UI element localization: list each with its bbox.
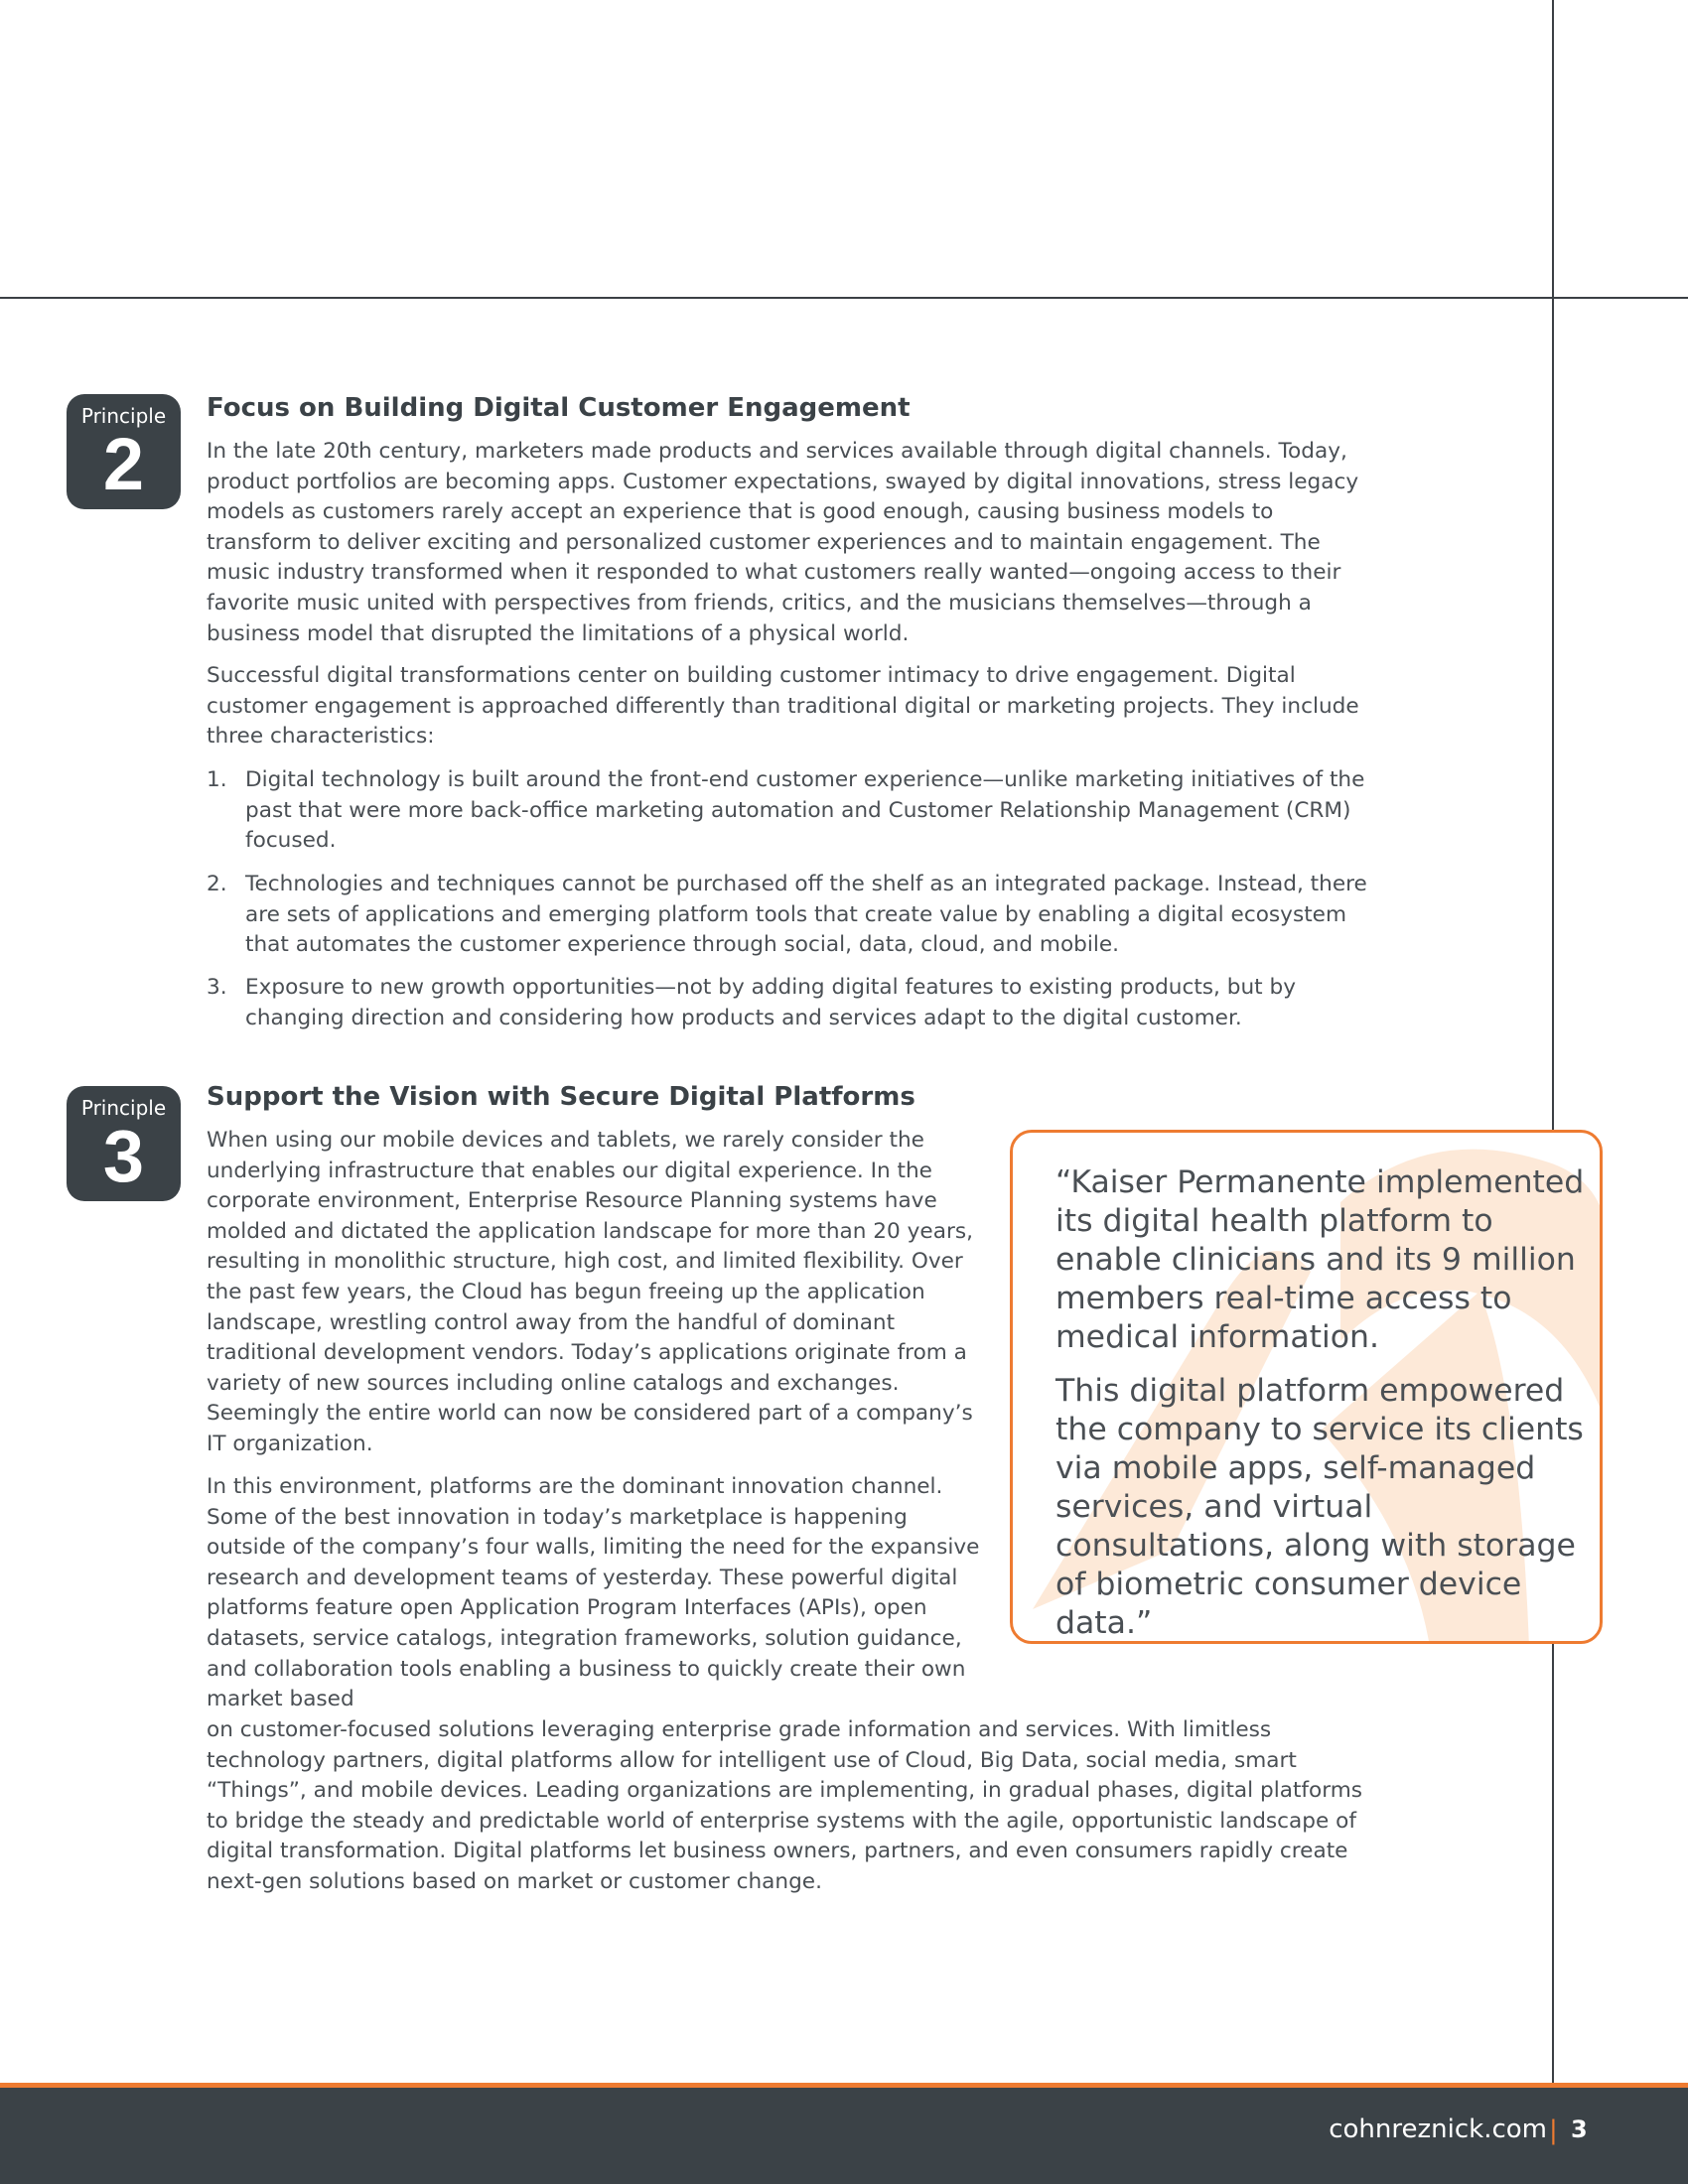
pull-quote-box — [1010, 1130, 1603, 1644]
list-text: Technologies and techniques cannot be purchased off the shelf as an integrated package. Instead, there are sets of applications and emerging platform tools that create value by enabling a digital ecosystem that automates the customer experience through social, data, cloud, and mobile. — [245, 872, 1367, 958]
top-divider — [0, 297, 1688, 299]
quote-paragraph-1: “Kaiser Permanente implemented its digital health platform to enable clinicians and its 9 million members real-time access to medical information. — [1055, 1164, 1585, 1355]
paragraph-music-industry: In the late 20th century, marketers made products and services available through digital channels. Today, product portfolios are becoming apps. Customer expectations, swayed by digital innovations, stress legacy models as customers rarely accept an experience that is good enough, causing business models to transform to deliver exciting and personalized customer experiences and to maintain engagement. The music industry transformed when it responded to what customers really wanted—ongoing access to their favorite music united with perspectives from friends, critics, and the musicians themselves—through a business model that disrupted the limitations of a physical world. — [207, 439, 1359, 646]
principle-number: 3 — [102, 1115, 145, 1197]
list-number: 2. — [207, 872, 227, 896]
paragraph-platforms-continued: on customer-focused solutions leveraging enterprise grade information and services. With limitless technology partners, digital platforms allow for intelligent use of Cloud, Big Data, social media, smart “Things”, and mobile devices. Leading organizations are implementing, in gradual phases, digital platforms to bridge the steady and predictable world of enterprise systems with the agile, opportunistic landscape of digital transformation. Digital platforms let business owners, partners, and even consumers rapidly create next-gen solutions based on market or customer change. — [207, 1717, 1363, 1894]
principle-label: Principle — [80, 1096, 167, 1120]
principle-number: 2 — [102, 423, 145, 505]
quote-paragraph-2: This digital platform empowered the company to service its clients via mobile apps, self-managed services, and virtual consultations, along with storage of biometric consumer device data.” — [1055, 1373, 1584, 1641]
section-heading-principle-3: Support the Vision with Secure Digital Platforms — [207, 1082, 915, 1112]
footer-separator: | — [1549, 2116, 1558, 2145]
quote-text — [1055, 1163, 1592, 1644]
principle-2-badge — [67, 394, 181, 509]
right-vertical-rule — [1552, 0, 1554, 2083]
list-item — [207, 765, 1368, 857]
list-number: 3. — [207, 975, 227, 1000]
paragraph-platforms-innovation: In this environment, platforms are the dominant innovation channel. Some of the best innovation in today’s marketplace is happening outside of the company’s four walls, limiting the need for the expansive research and development teams of yesterday. These powerful digital platforms feature open Application Program Interfaces (APIs), open datasets, service catalogs, integration frameworks, solution guidance, and collaboration tools enabling a business to quickly create their own market based — [207, 1474, 980, 1712]
principle-label: Principle — [80, 404, 167, 428]
paragraph-infrastructure: When using our mobile devices and tablets, we rarely consider the underlying infrastructure that enables our digital experience. In the corporate environment, Enterprise Resource Planning systems have molded and dictated the application landscape for more than 20 years, resulting in monolithic structure, high cost, and limited flexibility. Over the past few years, the Cloud has begun freeing up the application landscape, wrestling control away from the handful of dominant traditional development vendors. Today’s applications originate from a variety of new sources including online catalogs and exchanges. Seemingly the entire world can now be considered part of a company’s IT organization. — [207, 1128, 973, 1456]
page-number: 3 — [1571, 2116, 1588, 2143]
page-footer — [0, 2083, 1688, 2184]
list-item — [207, 973, 1368, 1033]
footer-website-link[interactable]: cohnreznick.com — [1329, 2115, 1547, 2144]
paragraph-customer-intimacy: Successful digital transformations center on building customer intimacy to drive engagement. Digital customer engagement is approached differently than traditional digital or marketing projects. They include three characteristics: — [207, 663, 1359, 750]
footer-accent-stripe — [0, 2083, 1688, 2088]
list-number: 1. — [207, 767, 227, 792]
list-text: Exposure to new growth opportunities—not by adding digital features to existing products, but by changing direction and considering how products and services adapt to the digital customer. — [245, 975, 1296, 1030]
section-heading-principle-2: Focus on Building Digital Customer Engagement — [207, 393, 911, 423]
list-text: Digital technology is built around the front-end customer experience—unlike marketing initiatives of the past that were more back-office marketing automation and Customer Relationship Management (CRM) focused. — [245, 767, 1365, 854]
principle-3-badge — [67, 1086, 181, 1201]
list-item — [207, 870, 1368, 961]
